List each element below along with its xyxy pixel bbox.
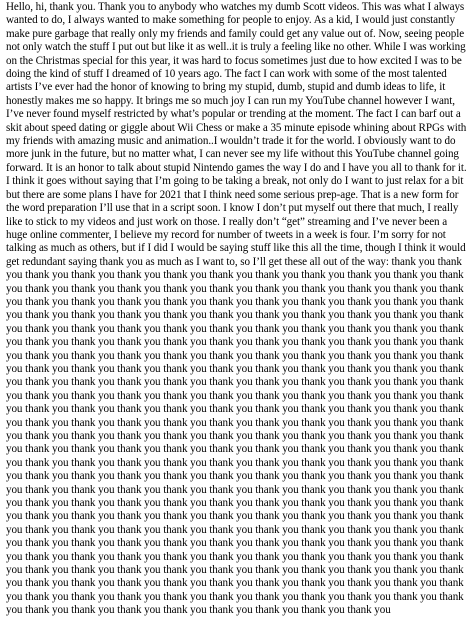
document-body [6, 1, 468, 618]
thank-you-repetition: thank you thank you thank you thank you thank you thank you thank you thank you thank you thank you thank you thank you thank you thank you thank you thank you thank you thank you thank you thank you thank you thank you thank you thank you thank you thank you thank you thank you thank you thank you thank you thank you thank you thank you thank you thank you thank you thank you thank you thank you thank you thank you thank you thank you thank you thank you thank you thank you thank you thank you thank you thank you thank you thank you thank you thank you thank you thank you thank you thank you thank you thank you thank you thank you thank you thank you thank you thank you thank you thank you thank you thank you thank you thank you thank you thank you thank you thank you thank you thank you thank you thank you thank you thank you thank you thank you thank you thank you thank you thank you thank you thank you thank you thank you thank you thank you thank you thank you thank you thank you thank you thank you thank you thank you thank you thank you thank you thank you thank you thank you thank you thank you thank you thank you thank you thank you thank you thank you thank you thank you thank you thank you thank you thank you thank you thank you thank you thank you thank you thank you thank you thank you thank you thank you thank you thank you thank you thank you thank you thank you thank you thank you thank you thank you thank you thank you thank you thank you thank you thank you thank you thank you thank you thank you thank you thank you thank you thank you thank you thank you thank you thank you thank you thank you thank you thank you thank you thank you thank you thank you thank you thank you thank you thank you thank you thank you thank you thank you thank you thank you thank you thank you thank you thank you thank you thank you thank you thank you thank you thank you thank you thank you thank you thank you thank you thank you thank you thank you thank you thank you thank you thank you thank you thank you thank you thank you thank you thank you thank you thank you thank you thank you thank you thank you thank you thank you thank you thank you thank you thank you thank you thank you thank you thank you thank you thank you thank you thank you thank you thank you thank you thank you thank you thank you thank you thank you thank you thank you thank you thank you thank you thank you thank you thank you thank you thank you thank you thank you thank you thank you thank you thank you thank you thank you thank you thank you thank you thank you thank you thank you [6, 255, 464, 617]
opening-paragraph: Hello, hi, thank you. Thank you to anybody who watches my dumb Scott videos. This was what I always wanted to do, I always wanted to make something for people to enjoy. As a kid, I would just constantly make pure garbage that really only my friends and family could get any value out of. Now, seeing people not only watch the stuff I put out but like it as well..it is truly a feeling like no other. While I was working on the Christmas special for this year, it was hard to focus sometimes just due to how excited I was to be doing the kind of stuff I dreamed of 10 years ago. The fact I can work with some of the most talented artists I’ve ever had the honor of knowing to bring my stupid, dumb, stupid and dumb ideas to life, it honestly makes me so happy. It brings me so much joy I can run my YouTube channel however I want, I’ve never found myself restricted by what’s popular or trending at the moment. The fact I can barf out a skit about speed dating or giggle about Wii Chess or make a 35 minute episode whining about RPGs with my friends with amazing music and animation..I wouldn’t trade it for the world. I obviously want to do more junk in the future, but no matter what, I can never see my life without this YouTube channel going forward. It is an honor to talk about stupid Nintendo games the way I do and I have you all to thank for it. I think it goes without saying that I’m going to be taking a break, not only do I want to just relax for a bit but there are some plans I have for 2021 that I think need some serious prep-age. That is a new form for the word preparation I’ll use that in a script soon. I know I don’t put myself out there that much, I really like to stick to my videos and just work on those. I really don’t “get” streaming and I’ve never been a huge online commenter, I believe my record for number of tweets in a week is four. I’m sorry for not talking as much as others, but if I did I would be saying stuff like this all the time, though I think it would get redundant saying thank you as much as I want to, so I’ll get these all out of the way: [6, 1, 467, 268]
